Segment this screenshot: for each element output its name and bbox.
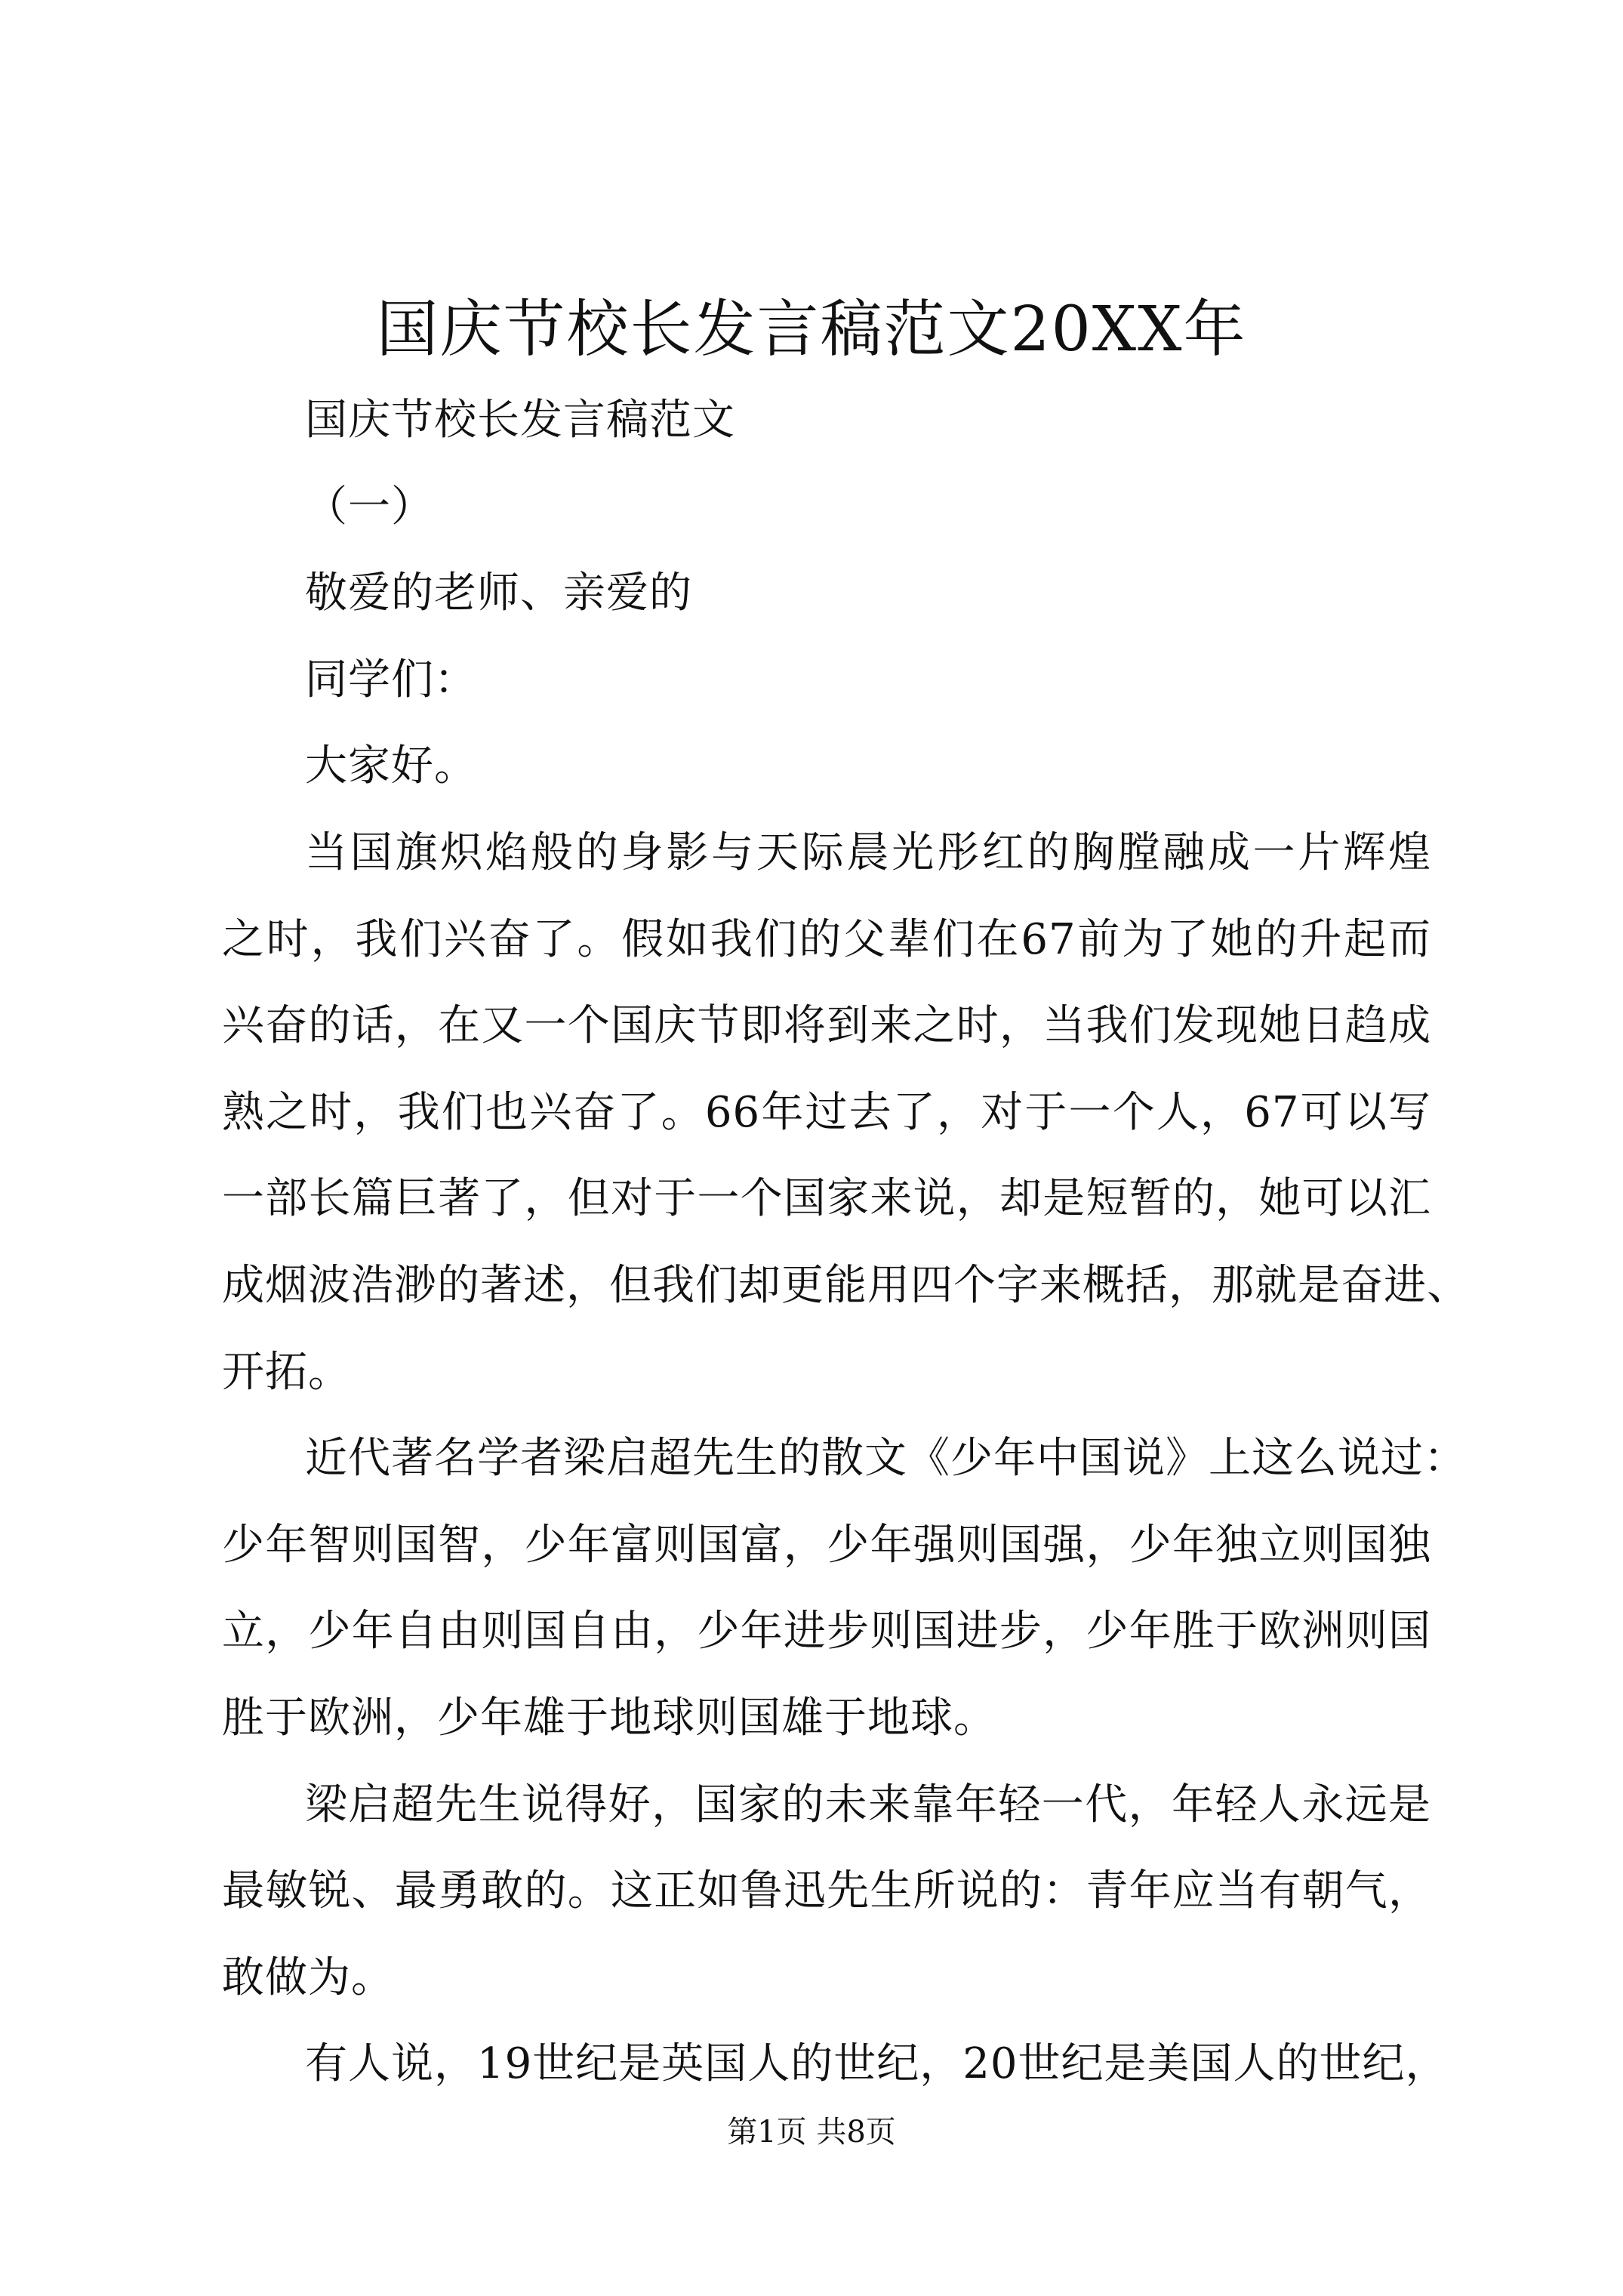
paragraph-line: 兴奋的话，在又一个国庆节即将到来之时，当我们发现她日趋成 (222, 1001, 1431, 1051)
salutation-line: 同学们： (305, 655, 477, 704)
salutation-line: 敬爱的老师、亲爱的 (305, 569, 692, 618)
paragraph-line: 最敏锐、最勇敢的。这正如鲁迅先生所说的：青年应当有朝气， (222, 1866, 1431, 1916)
document-body (222, 378, 1470, 2108)
paragraph-line: 敢做为。 (222, 1952, 394, 2002)
section-number-line: （一） (305, 482, 434, 532)
paragraph-line: 少年智则国智，少年富则国富，少年强则国强，少年独立则国独 (222, 1520, 1431, 1570)
paragraph-line: 之时，我们兴奋了。假如我们的父辈们在67前为了她的升起而 (222, 914, 1431, 964)
paragraph-line: 有人说，19世纪是英国人的世纪，20世纪是美国人的世纪， (305, 2039, 1449, 2089)
paragraph-line: 开拓。 (222, 1347, 351, 1397)
paragraph-line: 梁启超先生说得好，国家的未来靠年轻一代，年轻人永远是 (305, 1780, 1431, 1829)
paragraph-line: 熟之时，我们也兴奋了。66年过去了，对于一个人，67可以写 (222, 1087, 1431, 1137)
paragraph-line: 近代著名学者梁启超先生的散文《少年中国说》上这么说过： (305, 1434, 1467, 1484)
paragraph-line: 胜于欧洲，少年雄于地球则国雄于地球。 (222, 1693, 996, 1743)
paragraph-line: 成烟波浩渺的著述，但我们却更能用四个字来概括，那就是奋进、 (222, 1260, 1470, 1310)
subtitle-line: 国庆节校长发言稿范文 (305, 396, 735, 445)
page-footer: 第1页 共8页 (727, 2115, 896, 2150)
paragraph-line: 立，少年自由则国自由，少年进步则国进步，少年胜于欧洲则国 (222, 1607, 1431, 1657)
greeting-line: 大家好。 (305, 741, 477, 791)
paragraph-line: 当国旗炽焰般的身影与天际晨光彤红的胸膛融成一片辉煌 (305, 827, 1431, 877)
document-title: 国庆节校长发言稿范文20XX年 (376, 294, 1247, 365)
paragraph-line: 一部长篇巨著了，但对于一个国家来说，却是短暂的，她可以汇 (222, 1174, 1431, 1224)
